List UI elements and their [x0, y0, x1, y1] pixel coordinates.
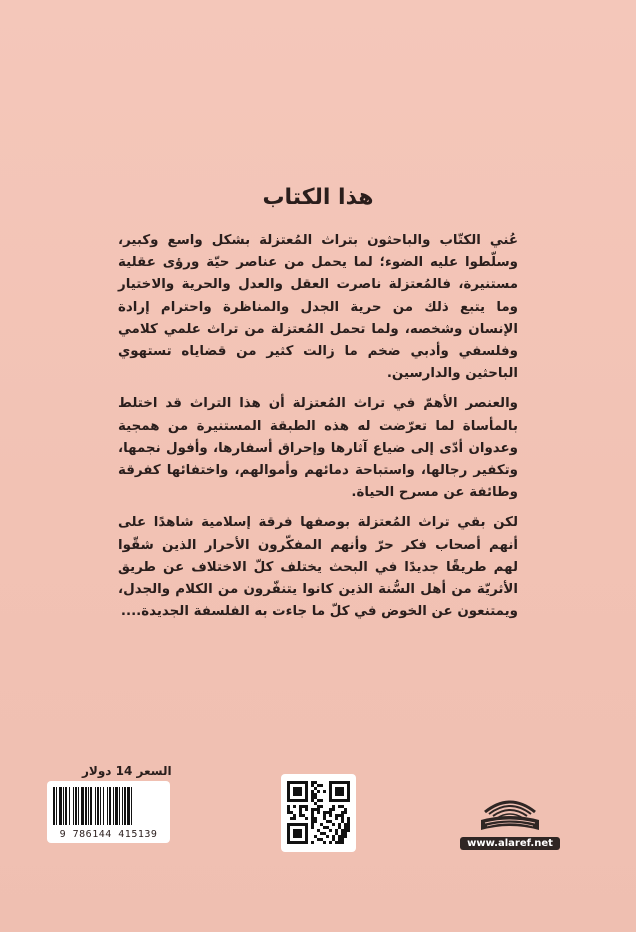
publisher-url: www.alaref.net — [460, 837, 560, 850]
qr-code-icon — [287, 781, 350, 844]
blurb-paragraph-3: لكن بقي تراث المُعتزلة بوصفها فرقة إسلامية شاهدًا على أنهم أصحاب فكر حرّ وأنهم المفكّرون الأحرار الذين شقّوا لهم طريقًا جديدًا في البحث يختلف كلّ الاختلاف عن طريق الأثريّة من أهل السُّنة الذين كانوا يتنفّرون من الكلام والجدل، ويمتنعون عن الخوض في كلّ ما جاءت به الفلسفة الجديدة.... — [118, 515, 518, 620]
blurb-paragraph-1: عُني الكتّاب والباحثون بتراث المُعتزلة بشكل واسع وكبير، وسلّطوا عليه الضوء؛ لما يحمل من عناصر حيّة ورؤى عقلية مستنيرة، فالمُعتزلة ناصرت العقل والعدل والحرية والاختيار وما يتبع ذلك من حرية الجدل والمناظرة واحترام إرادة الإنسان وشخصه، ولما تحمل المُعتزلة من تراث علمي كلامي وفلسفي وأدبي ضخم ما زالت كثير من قضاياه تستهوي الباحثين والدارسين. — [118, 233, 518, 382]
barcode — [47, 781, 170, 843]
publisher-logo — [460, 790, 560, 850]
qr-code — [281, 774, 356, 852]
publisher-logo-icon — [475, 790, 545, 836]
blurb — [118, 230, 518, 631]
barcode-icon — [53, 787, 164, 825]
price-label: السعر 14 دولار — [82, 764, 172, 778]
blurb-paragraph-2: والعنصر الأهمّ في تراث المُعتزلة أن هذا التراث قد اختلط بالمأساة لما تعرّضت له هذه الطبقة المستنيرة من همجية وعدوان أدّى إلى ضياع آثارها وإحراق أسفارها، وأفول نجمها، وتكفير رجالها، واستباحة دمائهم وأموالهم، واختفائها كفرقة وطائفة عن مسرح الحياة. — [118, 396, 518, 501]
isbn-number: 9 786144 415139 — [59, 829, 158, 840]
book-heading: هذا الكتاب — [262, 185, 374, 210]
